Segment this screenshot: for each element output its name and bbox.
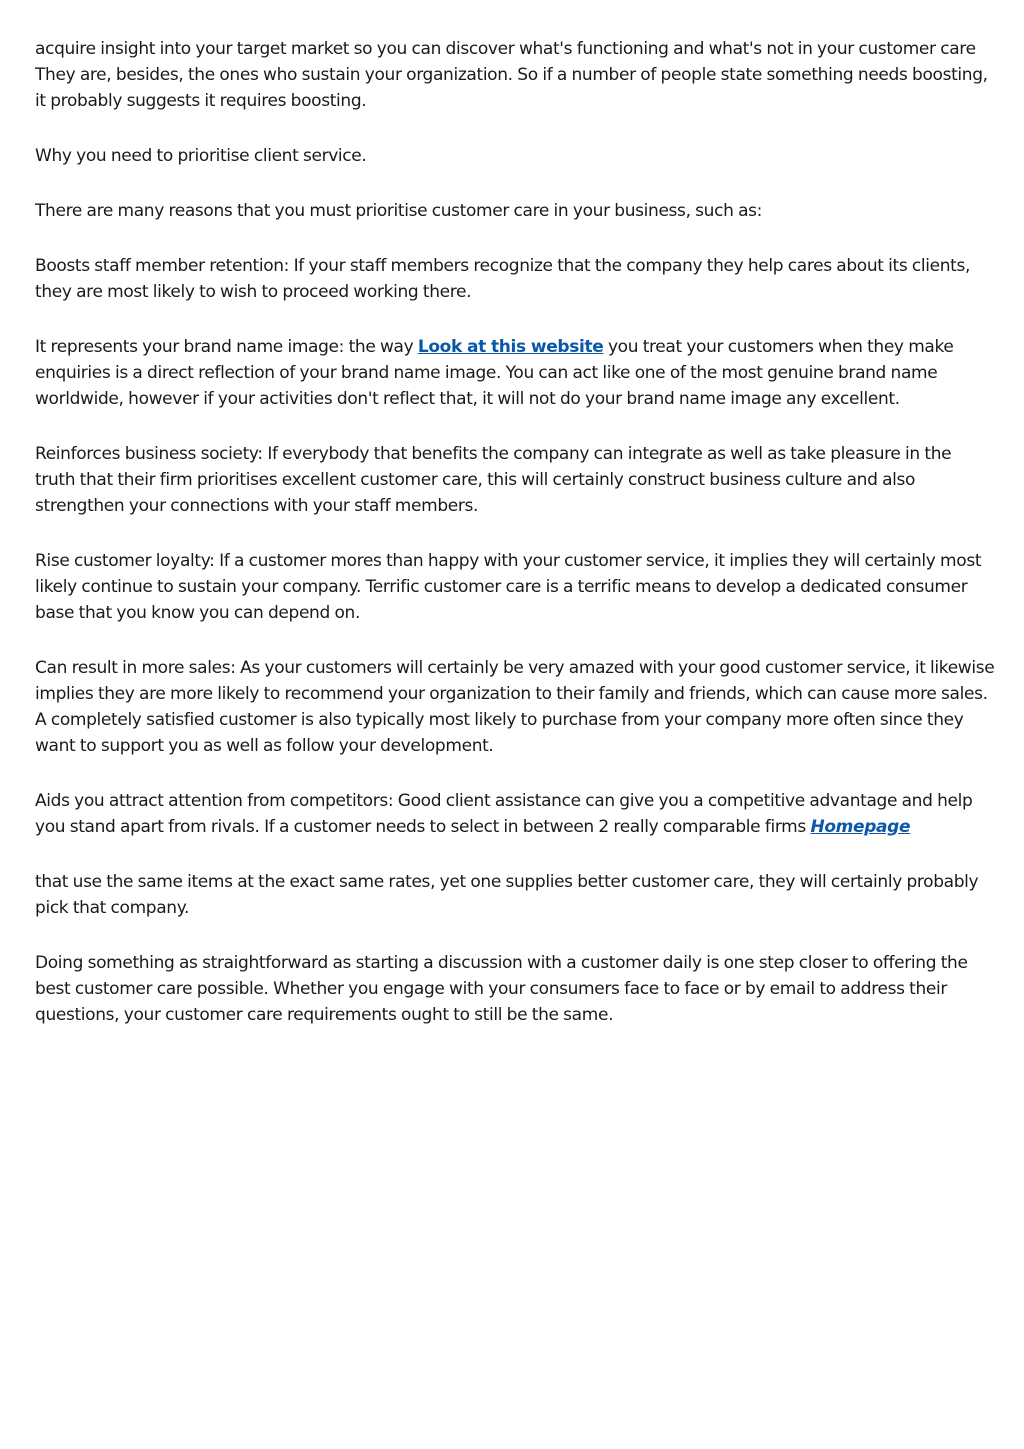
brand-image-text-before: It represents your brand name image: the way <box>35 337 418 357</box>
brand-image-text-after: you treat your customers when they make enquiries is a direct reflection of your brand name image. You can act like one of the most genuine brand name worldwide, however if your activities don't reflect that, it will not do your brand name image any excellent. <box>35 337 954 409</box>
look-at-this-website-link[interactable]: Look at this website <box>417 337 604 357</box>
document-body <box>35 36 995 1057</box>
paragraph-brand-image <box>35 334 995 412</box>
paragraph-conclusion: Doing something as straightforward as starting a discussion with a customer daily is one step closer to offering the best customer care possible. Whether you engage with your consumers face to face or by email to address their questions, your customer care requirements ought to still be the same. <box>35 953 968 1025</box>
paragraph-customer-loyalty: Rise customer loyalty: If a customer mores than happy with your customer service, it implies they will certainly most likely continue to sustain your company. Terrific customer care is a terrific means to develop a dedicated consumer base that you know you can depend on. <box>35 551 982 623</box>
paragraph-competitors <box>35 788 995 840</box>
paragraph-more-sales: Can result in more sales: As your customers will certainly be very amazed with your good customer service, it likewise implies they are more likely to recommend your organization to their family and friends, which can cause more sales. A completely satisfied customer is also typically most likely to purchase from your company more often since they want to support you as well as follow your development. <box>35 658 995 756</box>
paragraph-business-society: Reinforces business society: If everybody that benefits the company can integrate as well as take pleasure in the truth that their firm prioritises excellent customer care, this will certainly construct business culture and also strengthen your connections with your staff members. <box>35 444 952 516</box>
homepage-link[interactable]: Homepage <box>810 817 911 837</box>
paragraph-same-items: that use the same items at the exact same rates, yet one supplies better customer care, they will certainly probably pick that company. <box>35 872 979 918</box>
competitors-text-before: Aids you attract attention from competitors: Good client assistance can give you a competitive advantage and help you stand apart from rivals. If a customer needs to select in between 2 really comparable firms <box>35 791 973 837</box>
paragraph-staff-retention: Boosts staff member retention: If your staff members recognize that the company they help cares about its clients, they are most likely to wish to proceed working there. <box>35 256 971 302</box>
paragraph-why-prioritise: Why you need to prioritise client service. <box>35 146 367 166</box>
paragraph-intro: acquire insight into your target market so you can discover what's functioning and what's not in your customer care They are, besides, the ones who sustain your organization. So if a number of people state something needs boosting, it probably suggests it requires boosting. <box>35 39 988 111</box>
paragraph-reasons: There are many reasons that you must prioritise customer care in your business, such as: <box>35 201 763 221</box>
